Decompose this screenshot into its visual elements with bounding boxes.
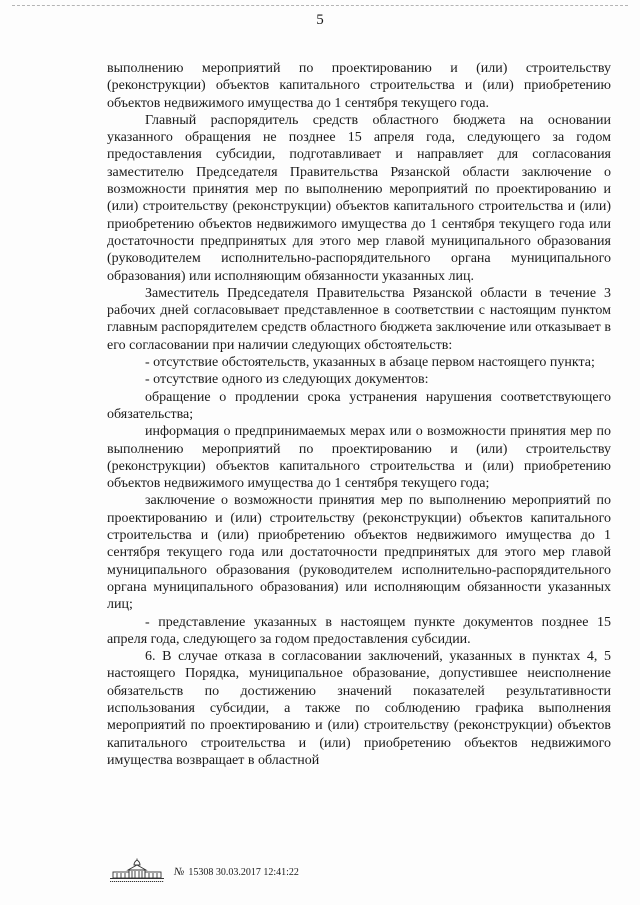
paragraph-9: - представление указанных в настоящем пункте документов позднее 15 апреля года, следующего за годом предоставления субсидии. <box>107 614 611 647</box>
paragraph-6: обращение о продлении срока устранения нарушения соответствующего обязательства; <box>107 389 611 422</box>
registration-number-and-timestamp: 15308 30.03.2017 12:41:22 <box>188 867 299 878</box>
document-body <box>107 60 611 769</box>
document-footer <box>108 856 299 884</box>
paragraph-10: 6. В случае отказа в согласовании заключений, указанных в пунктах 4, 5 настоящего Порядка, муниципальное образование, допустившее неисполнение обязательств по достижению значений показателей результативности использования субсидии, а также по соблюдению графика выполнения мероприятий по проектированию и (или) строительству (реконструкции) объектов капитального строительства и (или) приобретению объектов недвижимого имущества возвращает в областной <box>107 649 611 768</box>
page-number: 5 <box>316 12 324 28</box>
number-sign: № <box>174 866 185 878</box>
scan-top-edge <box>12 5 628 6</box>
paragraph-5: - отсутствие одного из следующих документов: <box>145 372 429 388</box>
paragraph-7: информация о предпринимаемых мерах или о возможности принятия мер по выполнению мероприятий по проектированию и (или) строительству (реконструкции) объектов капитального строительства и (или) приобретению объектов недвижимого имущества до 1 сентября текущего года; <box>107 424 611 492</box>
paragraph-3: Заместитель Председателя Правительства Рязанской области в течение 3 рабочих дней согласовывает представленное в соответствии с настоящим пунктом главным распорядителем средств областного бюджета заключение или отказывает в его согласовании при наличии следующих обстоятельств: <box>107 285 611 353</box>
paragraph-4: - отсутствие обстоятельств, указанных в абзаце первом настоящего пункта; <box>145 355 595 371</box>
paragraph-1: выполнению мероприятий по проектированию и (или) строительству (реконструкции) объектов капитального строительства и (или) приобретению объектов недвижимого имущества до 1 сентября текущего года. <box>107 61 611 111</box>
paragraph-8: заключение о возможности принятия мер по выполнению мероприятий по проектированию и (или) строительству (реконструкции) объектов капитального строительства и (или) приобретению объектов недвижимого имущества до 1 сентября текущего года или достаточности предпринятых для этого мер главой муниципального образования (руководителем исполнительно-распорядительного органа муниципального образования) или исполняющим обязанности указанных лиц; <box>107 493 611 613</box>
document-registration-stamp <box>174 866 299 879</box>
paragraph-2: Главный распорядитель средств областного бюджета на основании указанного обращения не позднее 15 апреля года, следующего за годом предоставления субсидии, подготавливает и направляет для согласования заместителю Председателя Правительства Рязанской области заключение о возможности принятия мер по выполнению мероприятий по проектированию и (или) строительству (реконструкции) объектов капитального строительства и (или) приобретению объектов недвижимого имущества до 1 сентября текущего года или достаточности предпринятых для этого мер главой муниципального образования (руководителем исполнительно-распорядительного органа муниципального образования) или исполняющим обязанности указанных лиц. <box>107 112 611 284</box>
government-building-logo-icon <box>108 858 166 884</box>
